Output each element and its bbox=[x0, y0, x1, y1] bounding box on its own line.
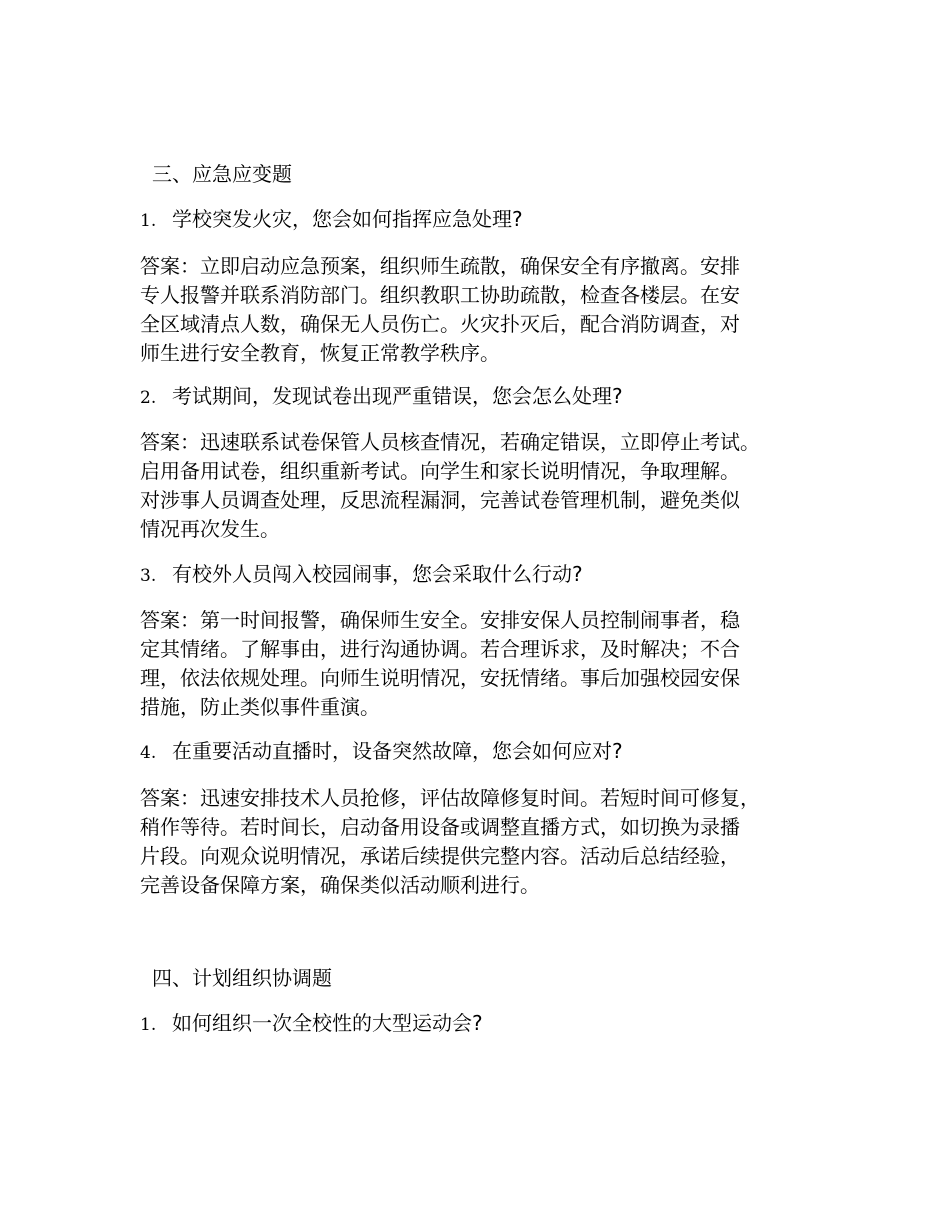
question-number: 2. bbox=[140, 388, 157, 408]
question-number: 3. bbox=[140, 566, 157, 586]
answer-line: 稍作等待。若时间长，启动备用设备或调整直播方式，如切换为录播 bbox=[140, 815, 740, 839]
answer-line: 答案：第一时间报警，确保师生安全。安排安保人员控制闹事者，稳 bbox=[140, 608, 740, 632]
answer-line: 答案：迅速安排技术人员抢修，评估故障修复时间。若短时间可修复， bbox=[140, 786, 760, 810]
answer-line: 答案：立即启动应急预案，组织师生疏散，确保安全有序撤离。安排 bbox=[140, 254, 740, 278]
question-number: 4. bbox=[140, 743, 157, 763]
question-item bbox=[140, 560, 583, 590]
question-item bbox=[140, 205, 523, 235]
answer-line: 完善设备保障方案，确保类似活动顺利进行。 bbox=[140, 873, 540, 897]
question-text: 如何组织一次全校性的大型运动会? bbox=[172, 1011, 483, 1035]
answer-line: 理，依法依规处理。向师生说明情况，安抚情绪。事后加强校园安保 bbox=[140, 666, 740, 690]
section-title: 三、应急应变题 bbox=[152, 162, 292, 186]
answer-line: 师生进行安全教育，恢复正常教学秩序。 bbox=[140, 341, 500, 365]
question-text: 学校突发火灾，您会如何指挥应急处理? bbox=[172, 207, 523, 231]
answer-paragraph bbox=[140, 784, 830, 900]
answer-line: 情况再次发生。 bbox=[140, 517, 280, 541]
question-item bbox=[140, 382, 623, 412]
question-text: 在重要活动直播时，设备突然故障，您会如何应对? bbox=[172, 739, 623, 763]
answer-line: 对涉事人员调查处理，反思流程漏洞，完善试卷管理机制，避免类似 bbox=[140, 488, 740, 512]
answer-line: 措施，防止类似事件重演。 bbox=[140, 695, 380, 719]
answer-paragraph bbox=[140, 252, 830, 368]
answer-line: 全区域清点人数，确保无人员伤亡。火灾扑灭后，配合消防调查，对 bbox=[140, 312, 740, 336]
question-text: 有校外人员闯入校园闹事，您会采取什么行动? bbox=[172, 562, 583, 586]
question-number: 1. bbox=[140, 211, 157, 231]
answer-paragraph bbox=[140, 428, 830, 544]
question-item bbox=[140, 1009, 483, 1039]
section-title: 四、计划组织协调题 bbox=[152, 966, 332, 990]
answer-line: 启用备用试卷，组织重新考试。向学生和家长说明情况，争取理解。 bbox=[140, 459, 740, 483]
question-number: 1. bbox=[140, 1015, 157, 1035]
answer-paragraph bbox=[140, 606, 830, 722]
answer-line: 片段。向观众说明情况，承诺后续提供完整内容。活动后总结经验， bbox=[140, 844, 740, 868]
answer-line: 定其情绪。了解事由，进行沟通协调。若合理诉求，及时解决；不合 bbox=[140, 637, 740, 661]
answer-line: 专人报警并联系消防部门。组织教职工协助疏散，检查各楼层。在安 bbox=[140, 283, 740, 307]
question-item bbox=[140, 737, 623, 767]
answer-line: 答案：迅速联系试卷保管人员核查情况，若确定错误，立即停止考试。 bbox=[140, 430, 760, 454]
question-text: 考试期间，发现试卷出现严重错误，您会怎么处理? bbox=[172, 384, 623, 408]
